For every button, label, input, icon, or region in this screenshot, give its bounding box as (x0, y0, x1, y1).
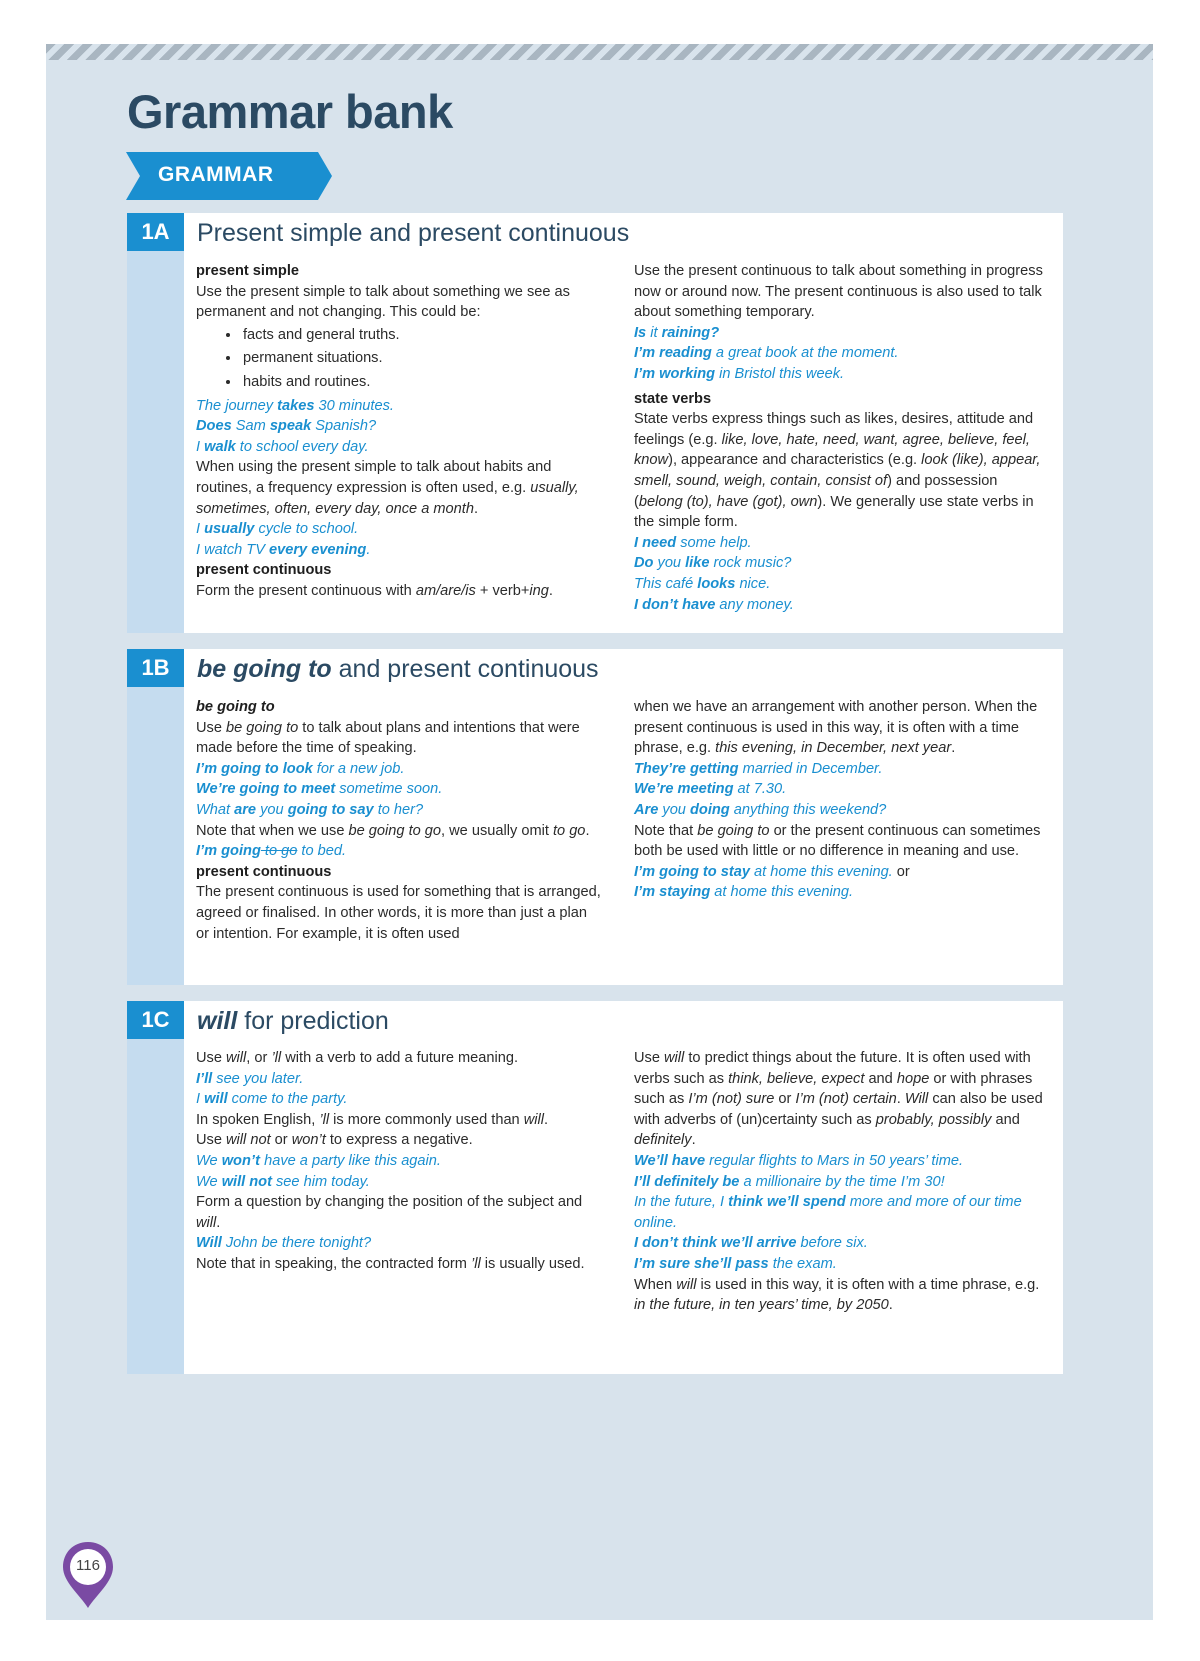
ribbon-label: GRAMMAR (158, 163, 274, 186)
section-code: 1A (127, 213, 184, 251)
example: Does Sam speak Spanish? (196, 418, 377, 435)
paragraph: Use will, or ’ll with a verb to add a future meaning. (196, 1050, 519, 1066)
page-title: Grammar bank (127, 85, 453, 138)
paragraph: The present continuous is used for something that is arranged, agreed or finalised. In other words, it is more than just a plan or intention. For example, it is often used (196, 884, 601, 942)
example: I’m going to stay at home this evening. or (634, 863, 910, 880)
column-left (196, 1048, 604, 1275)
top-stripe (46, 44, 1153, 60)
example: Do you like rock music? (634, 555, 792, 572)
example: Are you doing anything this weekend? (634, 801, 887, 818)
section-code: 1C (127, 1001, 184, 1039)
subheading: state verbs (634, 390, 712, 407)
subheading: present simple (196, 263, 300, 279)
example: I don’t have any money. (634, 596, 794, 613)
subheading: present continuous (196, 562, 332, 579)
section-sidebar (127, 649, 184, 985)
example: We’ll have regular flights to Mars in 50 years’ time. (634, 1152, 964, 1169)
section-1c (127, 1001, 1063, 1374)
example: I’m sure she’ll pass the exam. (634, 1255, 837, 1272)
map-pin-icon (60, 1540, 116, 1610)
page-number: 116 (76, 1557, 100, 1574)
example: I usually cycle to school. (196, 521, 359, 538)
section-sidebar (127, 1001, 184, 1374)
paragraph: Note that be going to or the present continuous can sometimes both be used with little or no difference in meaning and use. (634, 822, 1041, 860)
section-title: will for prediction (197, 1007, 389, 1035)
section-code: 1B (127, 649, 184, 687)
example: I don’t think we’ll arrive before six. (634, 1235, 868, 1252)
example: I’m going to go to bed. (196, 843, 347, 860)
paragraph: Use will not or won’t to express a negative. (196, 1132, 473, 1149)
example: I walk to school every day. (196, 438, 369, 455)
paragraph: Use the present continuous to talk about something in progress now or around now. The present continuous is also used to talk about something temporary. (634, 263, 1043, 321)
list-item: • habits and routines. (241, 372, 604, 393)
example: I’m staying at home this evening. (634, 884, 854, 901)
column-right (634, 697, 1050, 903)
example: This café looks nice. (634, 575, 771, 592)
example: I’m going to look for a new job. (196, 760, 405, 777)
paragraph: Form a question by changing the position of the subject and will. (196, 1194, 583, 1231)
paragraph: when we have an arrangement with another person. When the present continuous is used in this way, it is often with a time phrase, e.g. this evening, in December, next year. (634, 699, 1038, 757)
grammar-ribbon (126, 152, 332, 200)
example: We won’t have a party like this again. (196, 1152, 441, 1169)
paragraph: Use will to predict things about the future. It is often used with verbs such as think, believe, expect and hope or with phrases such as I’m (not) sure or I’m (not) certain. Will can also be used with adverbs of (un)certainty such as probably, possibly and definitely. (634, 1050, 1043, 1149)
example: In the future, I think we’ll spend more and more of our time online. (634, 1194, 1022, 1231)
example: What are you going to say to her? (196, 801, 424, 818)
paragraph: Use be going to to talk about plans and intentions that were made before the time of speaking. (196, 719, 580, 757)
paragraph: Use the present simple to talk about something we see as permanent and not changing. This could be: (196, 283, 570, 321)
example: I will come to the party. (196, 1091, 348, 1108)
subheading: present continuous (196, 863, 332, 880)
column-right (634, 261, 1050, 615)
example: I watch TV every evening. (196, 541, 371, 558)
column-left (196, 261, 604, 602)
example: Will John be there tonight? (196, 1235, 372, 1252)
section-title: Present simple and present continuous (197, 219, 630, 247)
example: I’m working in Bristol this week. (634, 365, 845, 382)
example: The journey takes 30 minutes. (196, 397, 394, 414)
section-title: be going to and present continuous (197, 655, 599, 683)
example: I need some help. (634, 534, 752, 551)
example: We’re going to meet sometime soon. (196, 781, 443, 798)
paragraph: When using the present simple to talk about habits and routines, a frequency expression is often used, e.g. usually, sometimes, often, every day, once a month. (196, 459, 579, 517)
bullet-list (196, 325, 604, 393)
paragraph: Note that in speaking, the contracted form ’ll is usually used. (196, 1255, 585, 1272)
paragraph: State verbs express things such as likes, desires, attitude and feelings (e.g. like, love, hate, need, want, agree, believe, feel, know), appearance and characteristics (e.g. look (like), appear, smell, sound, weigh, contain, consist of) and possession (belong (to), have (got), own). We generally use state verbs in the simple form. (634, 411, 1041, 531)
example: We will not see him today. (196, 1173, 370, 1190)
list-item: • facts and general truths. (241, 325, 604, 346)
example: They’re getting married in December. (634, 760, 883, 777)
paragraph: Form the present continuous with am/are/is + verb+ing. (196, 582, 553, 599)
paragraph: When will is used in this way, it is often with a time phrase, e.g. in the future, in ten years’ time, by 2050. (634, 1276, 1040, 1314)
section-1a (127, 213, 1063, 633)
subheading: be going to (196, 699, 275, 715)
paragraph: Note that when we use be going to go, we usually omit to go. (196, 822, 590, 839)
paragraph: In spoken English, ’ll is more commonly used than will. (196, 1111, 549, 1128)
column-right (634, 1048, 1050, 1316)
list-item: • permanent situations. (241, 348, 604, 369)
column-left (196, 697, 604, 944)
section-sidebar (127, 213, 184, 633)
example: I’m reading a great book at the moment. (634, 345, 899, 362)
section-1b (127, 649, 1063, 985)
example: I’ll see you later. (196, 1070, 304, 1087)
example: Is it raining? (634, 324, 720, 341)
example: I’ll definitely be a millionaire by the time I’m 30! (634, 1173, 945, 1190)
example: We’re meeting at 7.30. (634, 781, 787, 798)
